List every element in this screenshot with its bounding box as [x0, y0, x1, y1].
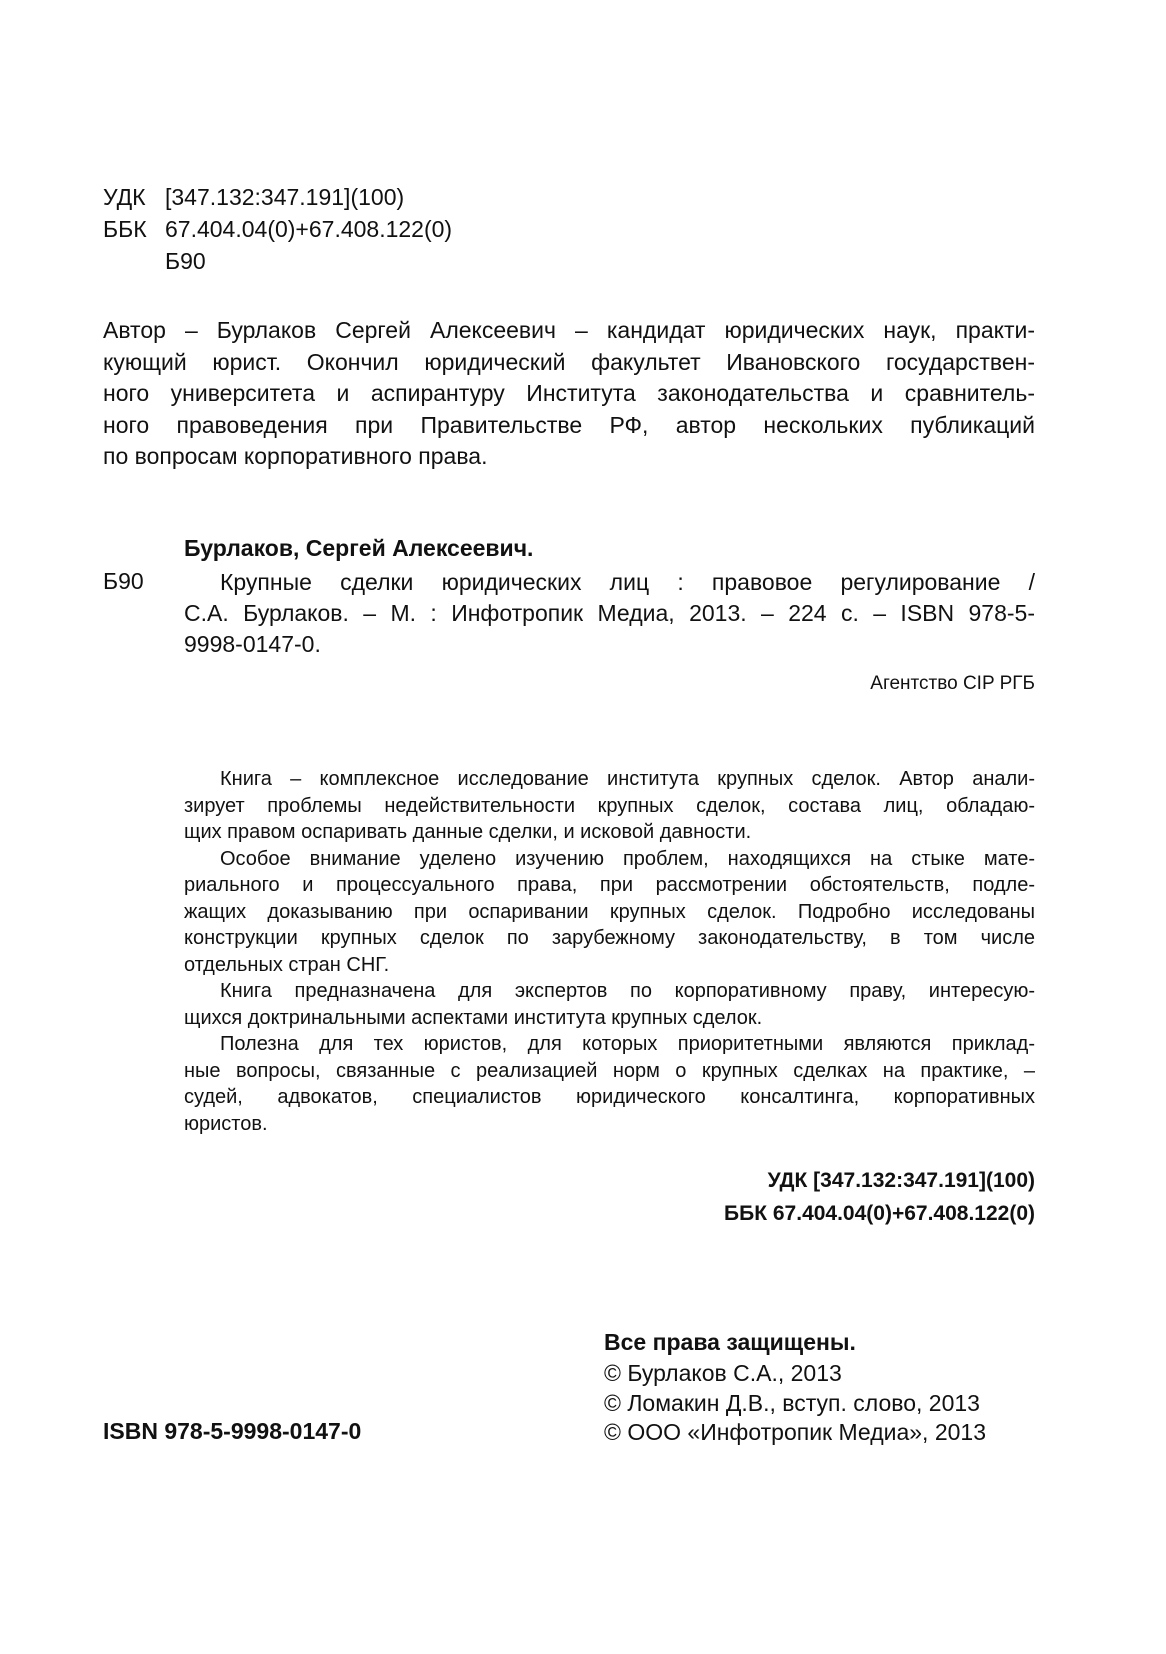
annotation-line: конструкции крупных сделок по зарубежному законодательству, в том числе	[184, 927, 1035, 949]
catalog-line: 9998-0147-0.	[184, 631, 321, 657]
annotation-line: юристов.	[184, 1112, 268, 1135]
catalog-author-code: Б90	[103, 568, 144, 594]
annotation-line: щих правом оспаривать данные сделки, и исковой давности.	[184, 821, 752, 843]
cip-agency: Агентство CIP РГБ	[870, 673, 1035, 694]
bio-line: кующий юрист. Окончил юридический факультет Ивановского государствен-	[103, 348, 1035, 375]
annotation-line: зирует проблемы недействительности крупных сделок, состава лиц, обладаю-	[184, 794, 1035, 817]
annotation-line: Книга – комплексное исследование института крупных сделок. Автор анали-	[220, 768, 1035, 790]
udk-top	[103, 183, 404, 211]
annotation-line: риального и процессуального права, при рассмотрении обстоятельств, подле-	[184, 874, 1035, 896]
annotation-line: Особое внимание уделено изучению проблем, находящихся на стыке мате-	[220, 847, 1035, 870]
annotation-line: ные вопросы, связанные с реализацией норм о крупных сделках на практике, –	[184, 1059, 1035, 1082]
bbk-bottom: ББК 67.404.04(0)+67.408.122(0)	[724, 1202, 1035, 1225]
annotation-line: жащих доказыванию при оспаривании крупных сделок. Подробно исследованы	[184, 900, 1035, 923]
annotation-line: судей, адвокатов, специалистов юридического консалтинга, корпоративных	[184, 1086, 1035, 1108]
annotation-line: Полезна для тех юристов, для которых приоритетными являются приклад-	[220, 1033, 1035, 1055]
bbk-value: 67.404.04(0)+67.408.122(0)	[165, 216, 453, 242]
bio-line: по вопросам корпоративного права.	[103, 443, 488, 469]
rights-block	[604, 1328, 986, 1448]
bio-line: Автор – Бурлаков Сергей Алексеевич – кандидат юридических наук, практи-	[103, 317, 1035, 343]
catalog-description	[184, 567, 1035, 660]
udk-value: [347.132:347.191](100)	[165, 184, 405, 210]
copyright-line: © Ломакин Д.В., вступ. слово, 2013	[604, 1389, 980, 1416]
catalog-line: С.А. Бурлаков. – М. : Инфотропик Медиа, 2013. – 224 с. – ISBN 978-5-	[184, 600, 1035, 626]
annotation-line: отдельных стран СНГ.	[184, 953, 390, 976]
bbk-top	[103, 215, 452, 243]
annotation-line: щихся доктринальными аспектами института крупных сделок.	[184, 1006, 763, 1029]
author-code-top: Б90	[165, 248, 206, 274]
annotation-line: Книга предназначена для экспертов по корпоративному праву, интересую-	[220, 980, 1035, 1002]
catalog-line: Крупные сделки юридических лиц : правовое регулирование /	[220, 569, 1035, 595]
isbn: ISBN 978-5-9998-0147-0	[103, 1418, 362, 1444]
bbk-label: ББК	[103, 216, 147, 242]
copyright-line: © ООО «Инфотропик Медиа», 2013	[604, 1419, 987, 1445]
rights-title: Все права защищены.	[604, 1329, 856, 1355]
author-bio	[103, 315, 1035, 473]
catalog-heading: Бурлаков, Сергей Алексеевич.	[184, 535, 534, 561]
bio-line: ного правоведения при Правительстве РФ, автор нескольких публикаций	[103, 411, 1035, 438]
copyright-line: © Бурлаков С.А., 2013	[604, 1360, 842, 1386]
bio-line: ного университета и аспирантуру Института законодательства и сравнитель-	[103, 380, 1035, 406]
udk-label: УДК	[103, 184, 146, 210]
udk-bottom: УДК [347.132:347.191](100)	[767, 1169, 1035, 1192]
annotation	[184, 766, 1035, 1137]
